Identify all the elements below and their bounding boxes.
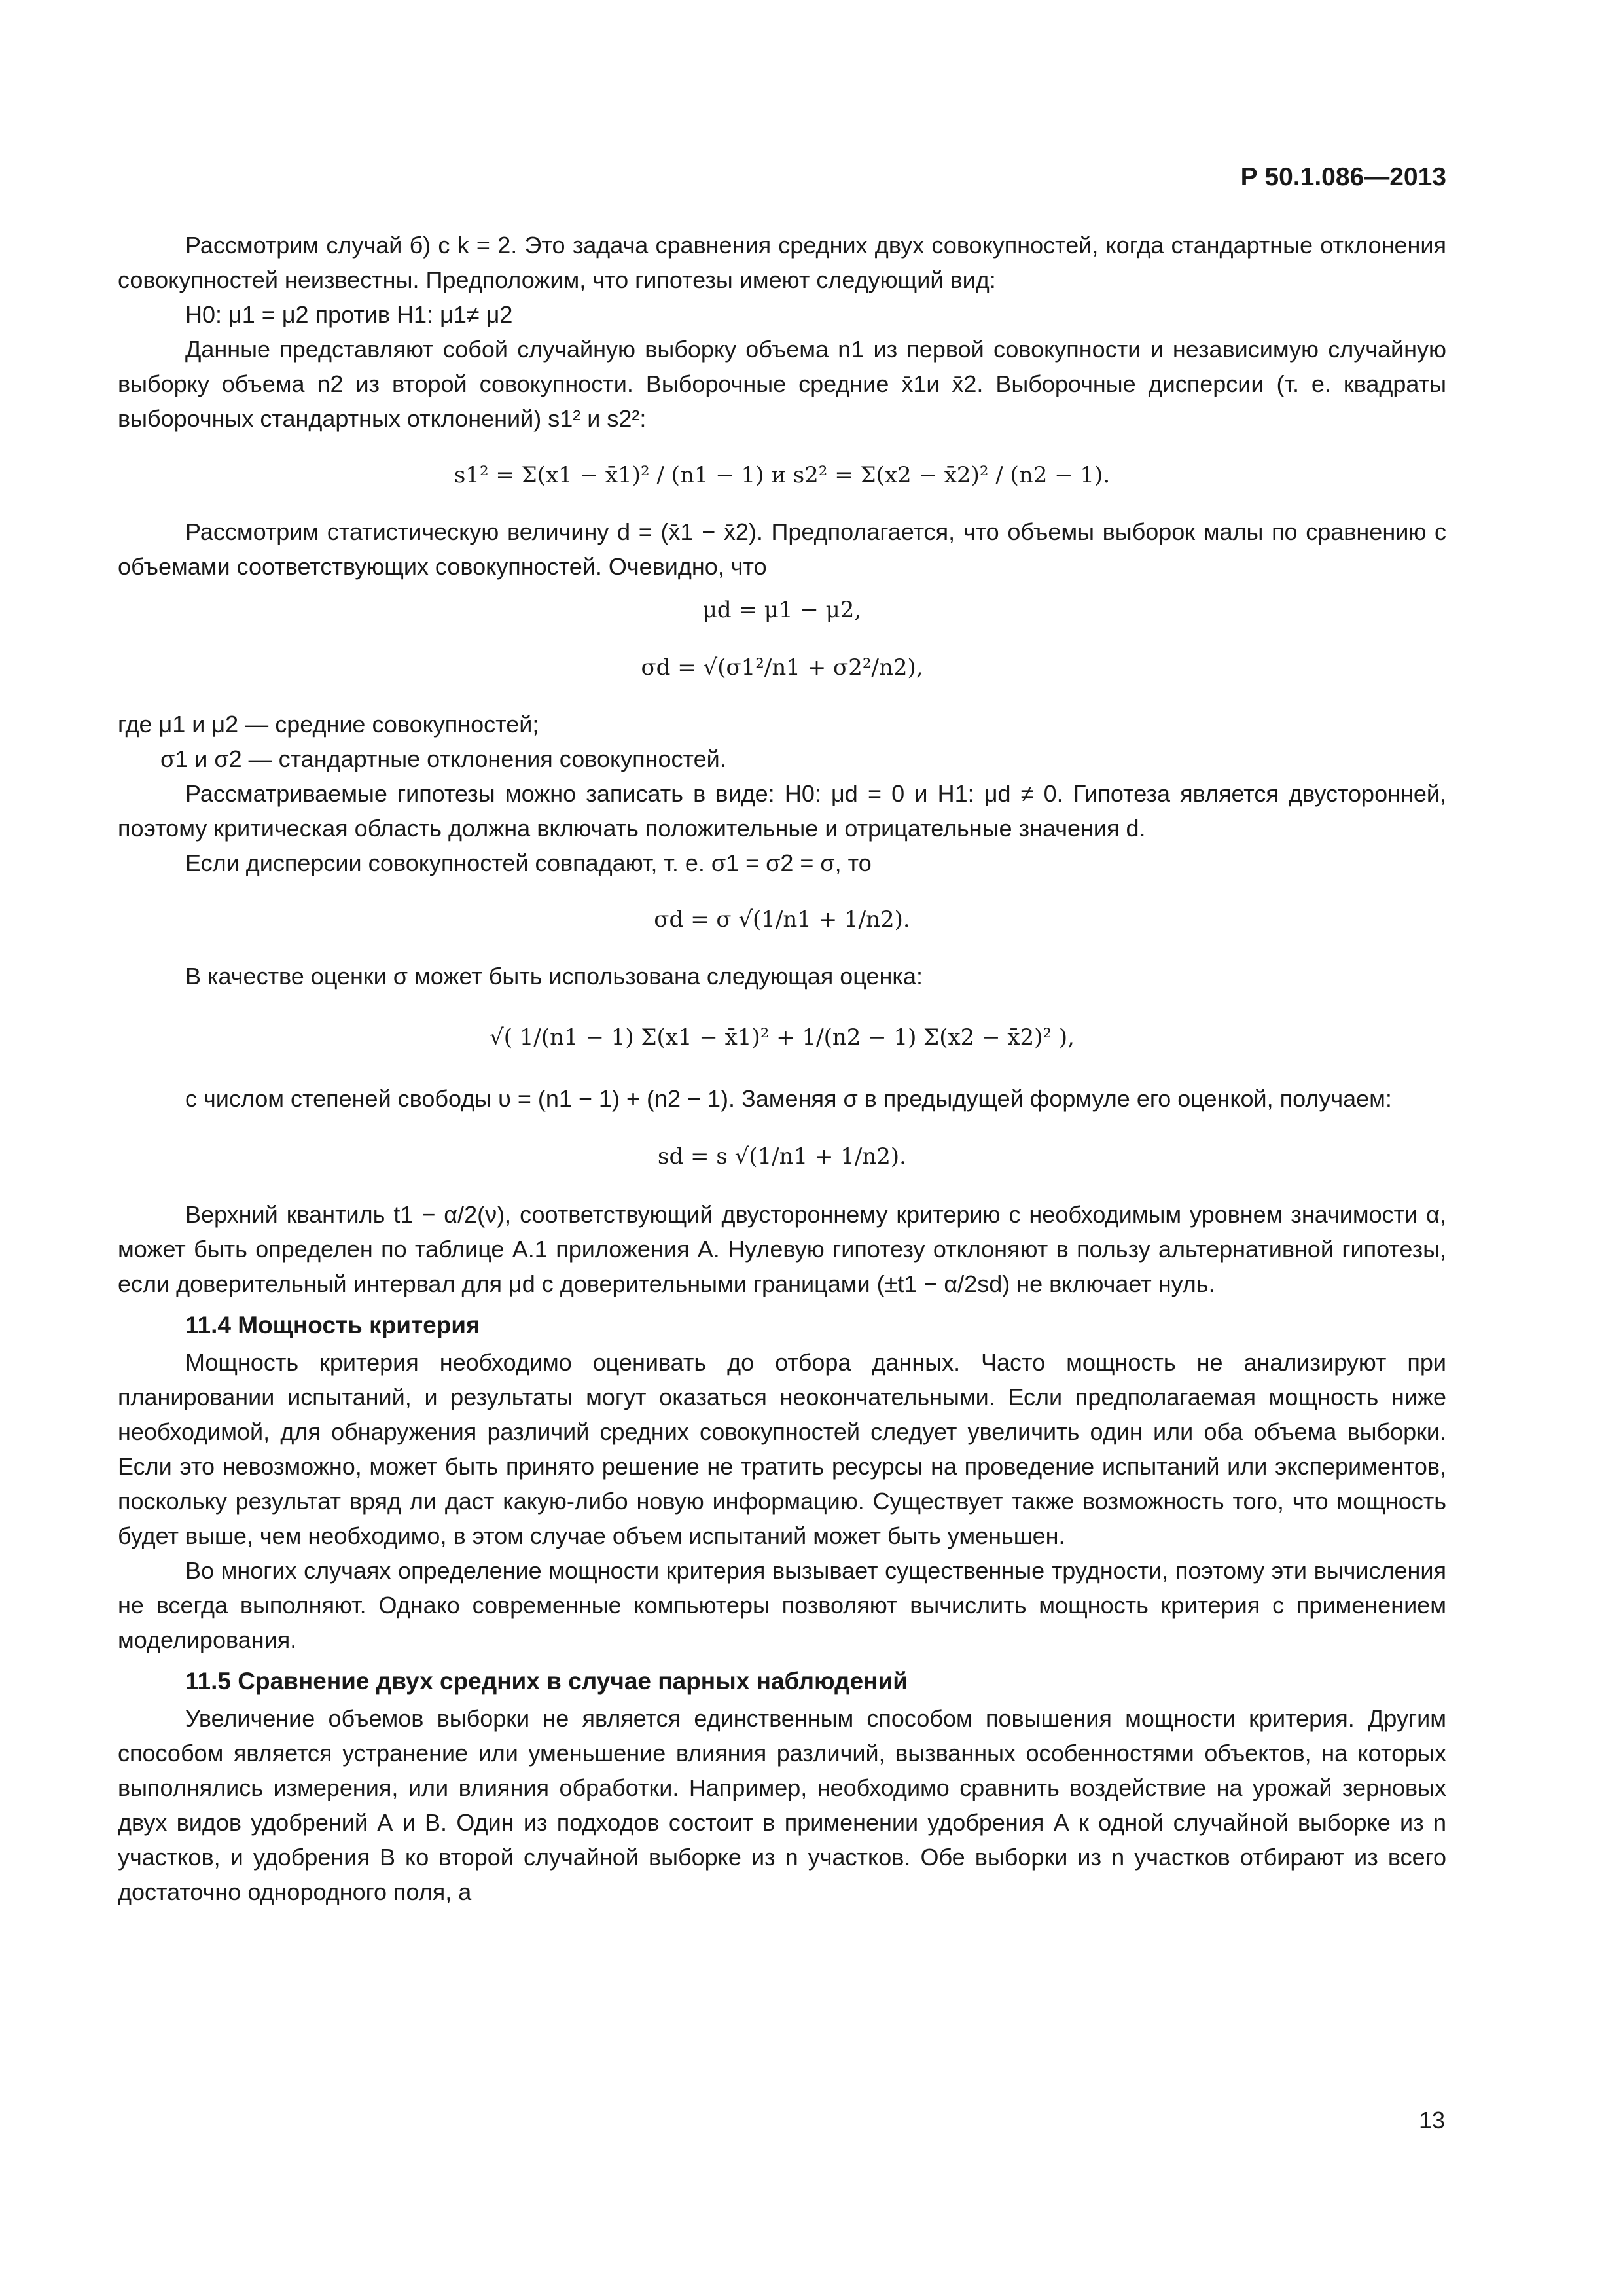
section-heading-11-4: 11.4 Мощность критерия <box>185 1312 480 1338</box>
section-heading-11-5: 11.5 Сравнение двух средних в случае парных наблюдений <box>185 1668 908 1695</box>
paragraph-4: Рассматриваемые гипотезы можно записать в виде: H0: μd = 0 и H1: μd ≠ 0. Гипотеза является двусторонней, поэтому критическая область должна включать положительные и отрицательные значения d. <box>118 780 1446 842</box>
paragraph-6: В качестве оценки σ может быть использована следующая оценка: <box>185 963 923 990</box>
formula-s-d: sd = s √(1/n1 + 1/n2). <box>658 1143 906 1170</box>
definition-sigma: σ1 и σ2 — стандартные отклонения совокупностей. <box>160 745 726 772</box>
paragraph-1: Рассмотрим случай б) с k = 2. Это задача сравнения средних двух совокупностей, когда стандартные отклонения совокупностей неизвестны. Предположим, что гипотезы имеют следующий вид: <box>118 232 1446 293</box>
page-number: 13 <box>1418 2107 1445 2134</box>
paragraph-8: Верхний квантиль t1 − α/2(ν), соответствующий двустороннему критерию с необходимым уровнем значимости α, может быть определен по таблице А.1 приложения А. Нулевую гипотезу отклоняют в пользу альтернативной гипотезы, если доверительный интервал для μd с доверительными границами (±t1 − α/2sd) не включает нуль. <box>118 1201 1446 1297</box>
definitions-list <box>118 707 1446 776</box>
paragraph-10: Во многих случаях определение мощности критерия вызывает существенные трудности, поэтому эти вычисления не всегда выполняют. Однако современные компьютеры позволяют вычислить мощность критерия с применением моделирования. <box>118 1557 1446 1653</box>
document-code-header: Р 50.1.086—2013 <box>1240 163 1446 191</box>
formula-sample-variances: s1² = Σ(x1 − x̄1)² / (n1 − 1) и s2² = Σ(x2 − x̄2)² / (n2 − 1). <box>454 461 1111 488</box>
formula-sigma-d-equal-variances: σd = σ √(1/n1 + 1/n2). <box>654 906 910 933</box>
paragraph-7: с числом степеней свободы υ = (n1 − 1) + (n2 − 1). Заменяя σ в предыдущей формуле его оценкой, получаем: <box>185 1085 1392 1112</box>
paragraph-9: Мощность критерия необходимо оценивать до отбора данных. Часто мощность не анализируют при планировании испытаний, и результаты могут оказаться неокончательными. Если предполагаемая мощность ниже необходимой, для обнаружения различий средних совокупностей следует увеличить один или оба объема выборки. Если это невозможно, может быть принято решение не тратить ресурсы на проведение испытаний или экспериментов, поскольку результат вряд ли даст какую-либо новую информацию. Существует также возможность того, что мощность будет выше, чем необходимо, в этом случае объем испытаний может быть уменьшен. <box>118 1349 1446 1549</box>
hypothesis-line: H0: μ1 = μ2 против H1: μ1≠ μ2 <box>185 301 513 328</box>
paragraph-3: Рассмотрим статистическую величину d = (x̄1 − x̄2). Предполагается, что объемы выборок малы по сравнению с объемами соответствующих совокупностей. Очевидно, что <box>118 518 1446 580</box>
paragraph-11: Увеличение объемов выборки не является единственным способом повышения мощности критерия. Другим способом является устранение или уменьшение влияния различий, вызванных особенностями объектов, на которых выполнялись измерения, или влияния обработки. Например, необходимо сравнить воздействие на урожай зерновых двух видов удобрений А и В. Один из подходов состоит в применении удобрения А к одной случайной выборке из n участков, и удобрения В ко второй случайной выборке из n участков. Обе выборки из n участков отбирают из всего достаточно однородного поля, а <box>118 1705 1446 1905</box>
formula-pooled-estimate: √( 1/(n1 − 1) Σ(x1 − x̄1)² + 1/(n2 − 1) Σ(x2 − x̄2)² ), <box>490 1024 1075 1050</box>
paragraph-5: Если дисперсии совокупностей совпадают, т. е. σ1 = σ2 = σ, то <box>185 850 872 876</box>
formula-mu-d: μd = μ1 − μ2, <box>702 596 862 623</box>
definition-mu: где μ1 и μ2 — средние совокупностей; <box>118 711 539 738</box>
paragraph-2: Данные представляют собой случайную выборку объема n1 из первой совокупности и независимую случайную выборку объема n2 из второй совокупности. Выборочные средние x̄1и x̄2. Выборочные дисперсии (т. е. квадраты выборочных стандартных отклонений) s1² и s2²: <box>118 336 1446 432</box>
formula-sigma-d: σd = √(σ1²/n1 + σ2²/n2), <box>641 654 923 681</box>
page-body <box>118 228 1446 1909</box>
